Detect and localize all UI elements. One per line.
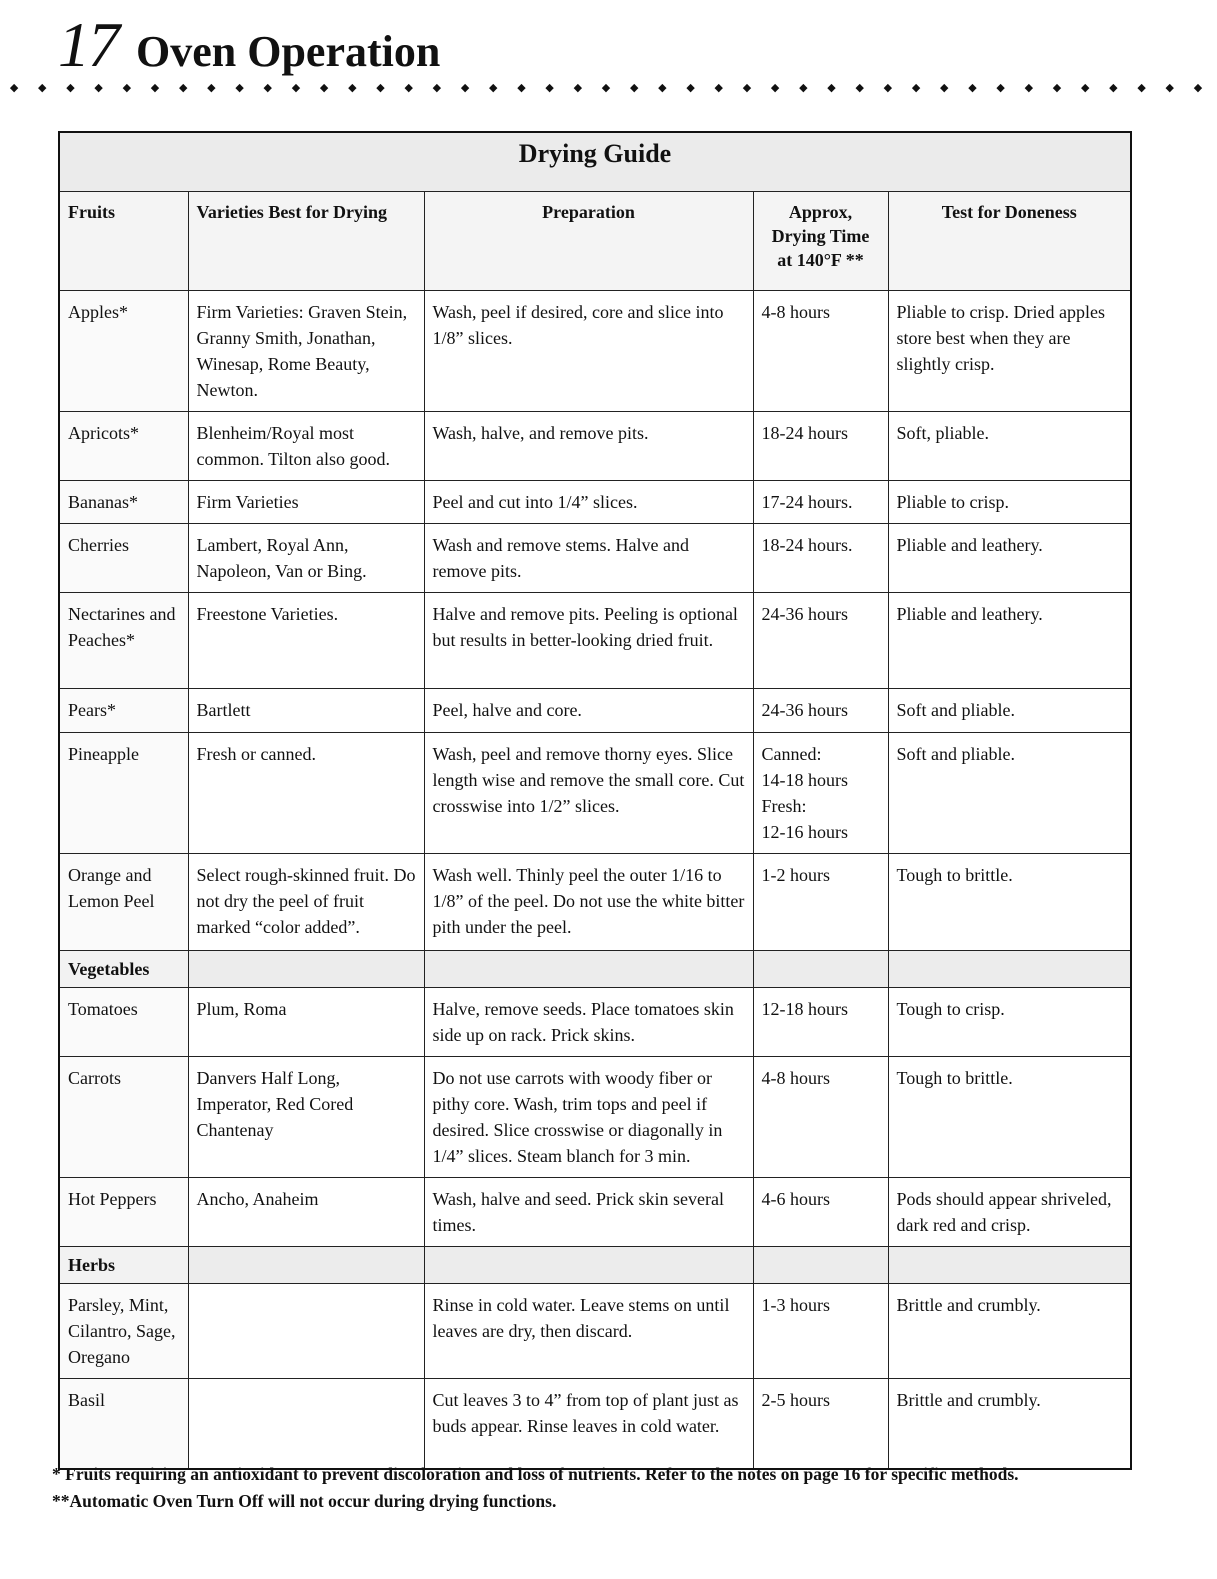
row-preparation: Peel, halve and core.: [424, 689, 753, 733]
footnotes: [52, 1461, 1172, 1515]
col-header-drying-time: [753, 192, 888, 291]
row-preparation: Wash and remove stems. Halve and remove pits.: [424, 524, 753, 593]
diamond-icon: ◆: [714, 81, 724, 94]
diamond-icon: ◆: [122, 81, 132, 94]
row-name: Hot Peppers: [59, 1178, 188, 1247]
row-name: Carrots: [59, 1057, 188, 1178]
row-time: [753, 733, 888, 854]
diamond-icon: ◆: [1109, 81, 1118, 94]
diamond-icon: ◆: [66, 81, 75, 94]
diamond-icon: ◆: [1080, 81, 1090, 94]
row-varieties: [188, 1284, 424, 1379]
table-row: [59, 291, 1131, 412]
row-doneness: Pods should appear shriveled, dark red and crisp.: [888, 1178, 1131, 1247]
row-varieties: Select rough-skinned fruit. Do not dry the peel of fruit marked “color added”.: [188, 854, 424, 951]
table-row: [59, 1284, 1131, 1379]
row-name: Pineapple: [59, 733, 188, 854]
diamond-icon: ◆: [1024, 81, 1034, 94]
row-preparation: Cut leaves 3 to 4” from top of plant just as buds appear. Rinse leaves in cold water.: [424, 1379, 753, 1469]
row-varieties: Plum, Roma: [188, 988, 424, 1057]
diamond-icon: ◆: [601, 81, 611, 94]
row-doneness: Tough to crisp.: [888, 988, 1131, 1057]
diamond-icon: ◆: [996, 81, 1005, 94]
row-preparation: Halve and remove pits. Peeling is optional but results in better-looking dried fruit.: [424, 593, 753, 689]
row-time: 2-5 hours: [753, 1379, 888, 1469]
row-preparation: Wash well. Thinly peel the outer 1/16 to 1/8” of the peel. Do not use the white bitter pith under the peel.: [424, 854, 753, 951]
row-varieties: Freestone Varieties.: [188, 593, 424, 689]
diamond-icon: ◆: [319, 81, 329, 94]
col-header-fruits: Fruits: [59, 192, 188, 291]
diamond-icon: ◆: [432, 81, 442, 94]
table-row: [59, 524, 1131, 593]
diamond-icon: ◆: [573, 81, 583, 94]
diamond-icon: ◆: [883, 81, 893, 94]
row-varieties: Danvers Half Long, Imperator, Red Cored Chantenay: [188, 1057, 424, 1178]
row-varieties: Firm Varieties: Graven Stein, Granny Smith, Jonathan, Winesap, Rome Beauty, Newton.: [188, 291, 424, 412]
row-doneness: Soft, pliable.: [888, 412, 1131, 481]
row-time: 18-24 hours: [753, 412, 888, 481]
footnote-antioxidant: * Fruits requiring an antioxidant to prevent discoloration and loss of nutrients. Refer to the notes on page 16 for specific methods.: [52, 1464, 1019, 1484]
diamond-icon: ◆: [263, 81, 273, 94]
row-time: 24-36 hours: [753, 689, 888, 733]
table-row: [59, 733, 1131, 854]
row-varieties: Fresh or canned.: [188, 733, 424, 854]
row-preparation: Wash, halve and seed. Prick skin several times.: [424, 1178, 753, 1247]
diamond-icon: ◆: [460, 81, 470, 94]
diamond-icon: ◆: [629, 81, 639, 94]
row-name: Nectarines and Peaches*: [59, 593, 188, 689]
footnote-turn-off: **Automatic Oven Turn Off will not occur during drying functions.: [52, 1491, 557, 1511]
col-header-varieties: Varieties Best for Drying: [188, 192, 424, 291]
row-time: 12-18 hours: [753, 988, 888, 1057]
diamond-icon: ◆: [207, 81, 216, 94]
row-time-line: 14-18 hours: [761, 770, 848, 790]
diamond-icon: ◆: [770, 81, 780, 94]
row-varieties: Blenheim/Royal most common. Tilton also good.: [188, 412, 424, 481]
row-name: Bananas*: [59, 481, 188, 524]
row-time: 4-8 hours: [753, 291, 888, 412]
diamond-icon: ◆: [94, 81, 103, 94]
diamond-icon: ◆: [968, 81, 977, 94]
row-doneness: Soft and pliable.: [888, 733, 1131, 854]
row-time: 1-2 hours: [753, 854, 888, 951]
row-name: Orange and Lemon Peel: [59, 854, 188, 951]
col-header-doneness: Test for Doneness: [888, 192, 1131, 291]
page-header: [58, 10, 440, 80]
row-name: Parsley, Mint, Cilantro, Sage, Oregano: [59, 1284, 188, 1379]
row-name: Apples*: [59, 291, 188, 412]
table-row: [59, 481, 1131, 524]
row-varieties: Bartlett: [188, 689, 424, 733]
row-doneness: Brittle and crumbly.: [888, 1379, 1131, 1469]
table-row: [59, 1178, 1131, 1247]
diamond-icon: ◆: [1052, 81, 1062, 94]
page-number: 17: [58, 9, 118, 80]
row-time-line: 12-16 hours: [761, 822, 848, 842]
diamond-icon: ◆: [150, 81, 160, 94]
row-name: Cherries: [59, 524, 188, 593]
row-time-line: Canned:: [761, 744, 822, 764]
diamond-icon: ◆: [911, 81, 921, 94]
diamond-icon: ◆: [348, 81, 357, 94]
section-label-vegetables: Vegetables: [59, 951, 188, 988]
table-row: [59, 1379, 1131, 1469]
diamond-icon: ◆: [38, 81, 47, 94]
diamond-icon: ◆: [291, 81, 301, 94]
diamond-icon: ◆: [376, 81, 385, 94]
row-name: Tomatoes: [59, 988, 188, 1057]
table-row: [59, 1057, 1131, 1178]
row-time: 1-3 hours: [753, 1284, 888, 1379]
row-time-line: Fresh:: [761, 796, 807, 816]
row-time: 4-8 hours: [753, 1057, 888, 1178]
diamond-icon: ◆: [855, 81, 864, 94]
row-preparation: Rinse in cold water. Leave stems on until leaves are dry, then discard.: [424, 1284, 753, 1379]
table-row: [59, 854, 1131, 951]
row-preparation: Halve, remove seeds. Place tomatoes skin side up on rack. Prick skins.: [424, 988, 753, 1057]
diamond-icon: ◆: [235, 81, 244, 94]
page-title: Oven Operation: [136, 27, 441, 76]
row-doneness: Pliable to crisp.: [888, 481, 1131, 524]
diamond-icon: ◆: [517, 81, 526, 94]
row-doneness: Soft and pliable.: [888, 689, 1131, 733]
table-title: Drying Guide: [59, 132, 1131, 192]
diamond-icon: ◆: [940, 81, 949, 94]
diamond-icon: ◆: [799, 81, 808, 94]
row-varieties: Lambert, Royal Ann, Napoleon, Van or Bing.: [188, 524, 424, 593]
row-name: Apricots*: [59, 412, 188, 481]
drying-guide-table: [58, 131, 1132, 1470]
row-time: 17-24 hours.: [753, 481, 888, 524]
diamond-icon: ◆: [686, 81, 695, 94]
row-doneness: Tough to brittle.: [888, 1057, 1131, 1178]
diamond-icon: ◆: [1193, 81, 1203, 94]
table-row: [59, 412, 1131, 481]
diamond-icon: ◆: [178, 81, 188, 94]
row-time: 4-6 hours: [753, 1178, 888, 1247]
row-doneness: Brittle and crumbly.: [888, 1284, 1131, 1379]
table-row: [59, 988, 1131, 1057]
section-label-herbs: Herbs: [59, 1247, 188, 1284]
column-headers: [59, 192, 1131, 291]
diamond-icon: ◆: [404, 81, 413, 94]
row-preparation: Do not use carrots with woody fiber or pithy core. Wash, trim tops and peel if desired. Slice crosswise or diagonally in 1/4” slices. Steam blanch for 3 min.: [424, 1057, 753, 1178]
row-doneness: Pliable and leathery.: [888, 593, 1131, 689]
section-row-herbs: [59, 1247, 1131, 1284]
diamond-icon: ◆: [658, 81, 667, 94]
row-name: Basil: [59, 1379, 188, 1469]
row-varieties: [188, 1379, 424, 1469]
row-time: 24-36 hours: [753, 593, 888, 689]
table-row: [59, 593, 1131, 689]
col-header-preparation: Preparation: [424, 192, 753, 291]
col-header-time-line1: Approx,: [788, 202, 853, 222]
row-preparation: Peel and cut into 1/4” slices.: [424, 481, 753, 524]
row-preparation: Wash, halve, and remove pits.: [424, 412, 753, 481]
row-varieties: Ancho, Anaheim: [188, 1178, 424, 1247]
section-row-vegetables: [59, 951, 1131, 988]
diamond-icon: ◆: [545, 81, 554, 94]
col-header-time-line2: Drying Time: [771, 226, 870, 246]
diamond-icon: ◆: [9, 81, 19, 94]
diamond-icon: ◆: [489, 81, 498, 94]
diamond-icon: ◆: [827, 81, 836, 94]
table-row: [59, 689, 1131, 733]
row-preparation: Wash, peel and remove thorny eyes. Slice length wise and remove the small core. Cut crosswise into 1/2” slices.: [424, 733, 753, 854]
row-name: Pears*: [59, 689, 188, 733]
row-doneness: Tough to brittle.: [888, 854, 1131, 951]
row-doneness: Pliable and leathery.: [888, 524, 1131, 593]
row-doneness: Pliable to crisp. Dried apples store best when they are slightly crisp.: [888, 291, 1131, 412]
col-header-time-line3: at 140°F **: [777, 250, 864, 270]
row-time: 18-24 hours.: [753, 524, 888, 593]
row-varieties: Firm Varieties: [188, 481, 424, 524]
diamond-icon: ◆: [1137, 81, 1146, 94]
diamond-divider: [0, 81, 1217, 97]
diamond-icon: ◆: [742, 81, 752, 94]
diamond-icon: ◆: [1165, 81, 1175, 94]
row-preparation: Wash, peel if desired, core and slice into 1/8” slices.: [424, 291, 753, 412]
